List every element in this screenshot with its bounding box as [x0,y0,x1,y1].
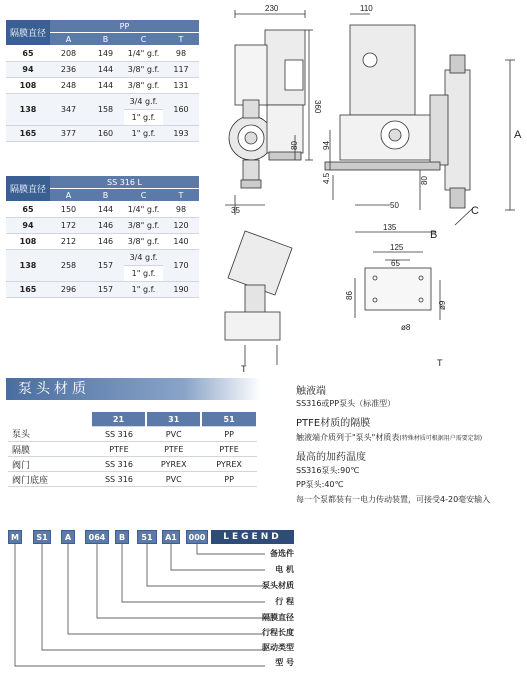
col-header: C [124,33,163,46]
table-cell: 377 [50,126,87,142]
code-label: 隔膜直径 [262,613,294,622]
dim-label: ø9 [438,300,447,310]
code-part: S1 [33,530,51,544]
dim-label: T [241,364,247,372]
table-cell: 193 [163,126,199,142]
table-cell: 120 [163,218,199,234]
note-pump-head: SS316或PP泵头（标准型） [296,399,396,408]
legend-box: LEGEND [211,530,294,544]
table-cell: 65 [6,46,50,62]
material-cell: SS 316 [92,457,147,472]
table-cell: 108 [6,234,50,250]
code-part: 064 [85,530,109,544]
dim-label: 80 [290,141,299,150]
table-cell: 165 [6,126,50,142]
note-diaphragm: PTFE材质的隔膜 [296,418,371,429]
material-cell: PVC [146,472,201,487]
dim-label: C [471,205,479,217]
note-wetted-material [296,432,482,443]
table-cell: 146 [87,218,124,234]
table-cell: 236 [50,62,87,78]
material-cell: PTFE [146,442,201,457]
material-code: 21 [92,412,147,427]
table-cell: 149 [87,46,124,62]
dim-label: T [437,358,443,368]
table-cell: 138 [6,94,50,126]
table-cell: 1" g.f. [124,126,163,142]
material-table [8,412,258,487]
material-cell: PYREX [201,457,257,472]
material-code: 31 [146,412,201,427]
note-pp-temp: PP泵头:40℃ [296,480,344,489]
code-part: A [61,530,75,544]
col-header: C [124,189,163,202]
code-label: 驱动类型 [262,643,294,652]
table-cell: 65 [6,202,50,218]
table-cell: 258 [50,250,87,282]
front-view [225,10,313,215]
dim-label: 4.5 [322,172,331,184]
code-part: B [115,530,129,544]
dim-label: A [514,129,522,141]
dim-label: B [430,229,438,241]
table-cell: 108 [6,78,50,94]
code-label: 泵头材质 [262,581,294,590]
code-label: 电 机 [275,565,294,574]
table-corner-label: 隔膜直径 [6,20,50,46]
material-cell: SS 316 [92,427,147,442]
material-code: 51 [201,412,257,427]
table-cell: 160 [87,126,124,142]
material-row-label: 阀门底座 [8,472,92,487]
dim-label: 94 [322,141,331,150]
material-cell: PP [201,472,257,487]
table-cell: 94 [6,62,50,78]
table-cell: 98 [163,46,199,62]
dim-label: 125 [390,243,404,252]
col-header: T [163,189,199,202]
table-cell: 170 [163,250,199,282]
table-cell: 160 [163,94,199,126]
table-cell: 98 [163,202,199,218]
dim-label: ø8 [401,323,411,332]
code-label: 行 程 [275,597,294,606]
table-cell: 144 [87,62,124,78]
table-cell: 208 [50,46,87,62]
material-section-title: 泵头材质 [6,378,261,400]
table-cell: 146 [87,234,124,250]
col-header: A [50,189,87,202]
note-custom-material: (特殊材质可根据用户需要定制) [399,435,483,442]
material-header: SS 316 L [50,176,199,189]
code-label: 行程长度 [262,628,294,637]
material-header: PP [50,20,199,33]
dim-label: 80 [420,176,429,185]
top-view [225,231,292,365]
table-cell: 190 [163,282,199,298]
dim-label: 360 [313,100,322,114]
table-cell: 94 [6,218,50,234]
code-label: 备选件 [270,549,294,558]
col-header: T [163,33,199,46]
code-part: 51 [137,530,157,544]
table-cell: 150 [50,202,87,218]
material-cell: SS 316 [92,472,147,487]
material-row-label: 泵头 [8,427,92,442]
note-wetted-material-text: 触液端介质列于"泵头"材质表 [296,433,400,442]
dimension-table-ss316 [6,176,199,298]
dim-label: 110 [360,4,373,13]
dim-label: 35 [231,206,240,215]
note-max-temp: 最高的加药温度 [296,452,366,463]
side-view [325,14,515,232]
table-cell: 138 [6,250,50,282]
dimension-table-pp [6,20,199,142]
note-drive: 每一个泵都装有一电力传动装置，可接受4-20毫安输入 [296,495,491,504]
table-cell: 3/8" g.f. [124,218,163,234]
material-row-label: 隔膜 [8,442,92,457]
material-cell: PTFE [92,442,147,457]
col-header: A [50,33,87,46]
material-cell: PTFE [201,442,257,457]
code-part: 000 [186,530,208,544]
table-cell: 144 [87,78,124,94]
pump-technical-drawing [205,0,527,372]
table-cell: 140 [163,234,199,250]
table-cell: 3/8" g.f. [124,62,163,78]
dim-label: 50 [390,201,399,210]
table-cell: 3/8" g.f. [124,78,163,94]
material-cell: PYREX [146,457,201,472]
dim-label: 230 [265,4,279,13]
table-cell: 144 [87,202,124,218]
table-cell: 3/4 g.f. [124,94,163,110]
col-header: B [87,189,124,202]
note-ss-temp: SS316泵头:90℃ [296,466,360,475]
table-cell: 157 [87,282,124,298]
dim-label: 65 [391,259,400,268]
table-cell: 1" g.f. [124,282,163,298]
table-cell: 1" g.f. [124,266,163,282]
table-cell: 3/8" g.f. [124,234,163,250]
material-cell: PVC [146,427,201,442]
table-cell: 158 [87,94,124,126]
table-cell: 172 [50,218,87,234]
table-cell: 3/4 g.f. [124,250,163,266]
table-corner-label: 隔膜直径 [6,176,50,202]
code-label: 型 号 [275,658,294,667]
table-cell: 212 [50,234,87,250]
material-cell: PP [201,427,257,442]
code-part: A1 [162,530,180,544]
table-cell: 1/4" g.f. [124,202,163,218]
col-header: B [87,33,124,46]
table-cell: 1/4" g.f. [124,46,163,62]
table-cell: 1" g.f. [124,110,163,126]
table-cell: 347 [50,94,87,126]
material-row-label: 阀门 [8,457,92,472]
dim-label: 135 [383,223,397,232]
table-cell: 296 [50,282,87,298]
table-cell: 131 [163,78,199,94]
note-wetted-end: 触液端 [296,386,326,397]
table-cell: 165 [6,282,50,298]
table-cell: 248 [50,78,87,94]
dim-label: 86 [345,291,354,300]
code-part: M [8,530,22,544]
table-cell: 117 [163,62,199,78]
table-cell: 157 [87,250,124,282]
